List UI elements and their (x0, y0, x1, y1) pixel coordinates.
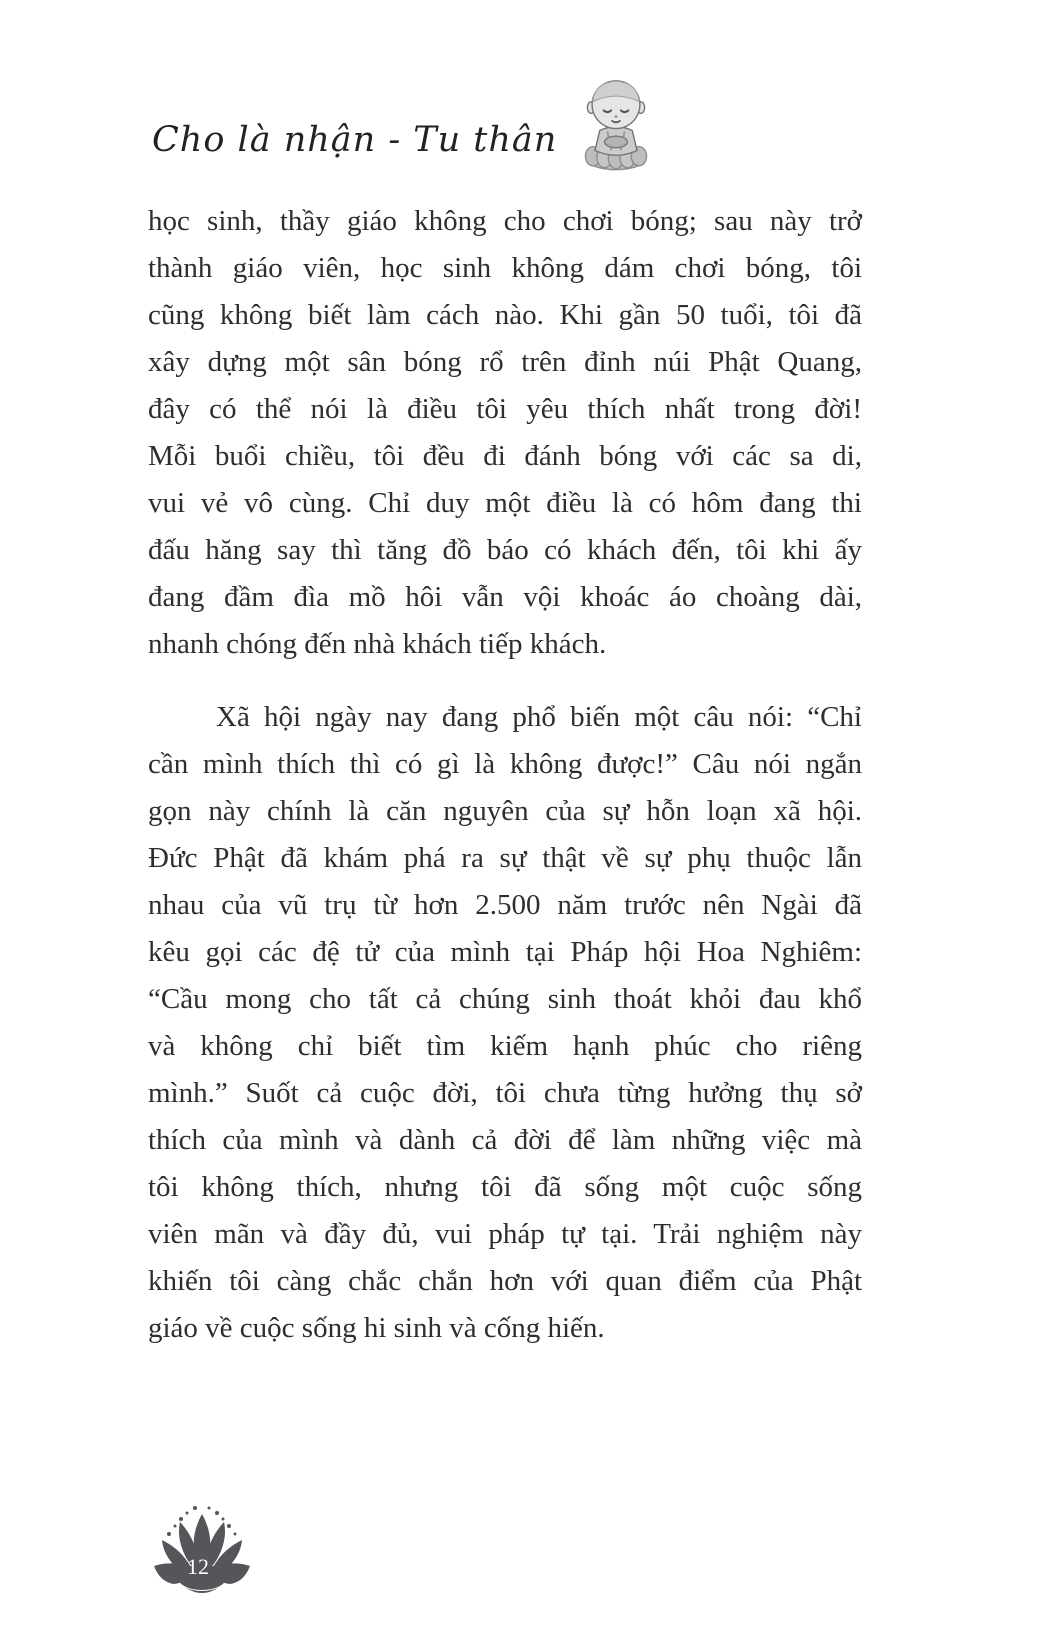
text-line: đây có thể nói là điều tôi yêu thích nhất trong đời! (148, 393, 862, 425)
text-line: học sinh, thầy giáo không cho chơi bóng; sau này trở (148, 205, 862, 237)
text-line: thích của mình và dành cả đời để làm những việc mà (148, 1124, 862, 1156)
text-line: đang đầm đìa mồ hôi vẫn vội khoác áo choàng dài, (148, 581, 862, 613)
text-line: “Cầu mong cho tất cả chúng sinh thoát khỏi đau khổ (148, 983, 862, 1015)
body-text (148, 198, 862, 1352)
page-header (152, 76, 892, 168)
text-line: gọn này chính là căn nguyên của sự hỗn loạn xã hội. (148, 795, 862, 827)
text-line: cũng không biết làm cách nào. Khi gần 50 tuổi, tôi đã (148, 299, 862, 331)
text-line: nhau của vũ trụ từ hơn 2.500 năm trước nên Ngài đã (148, 889, 862, 921)
text-line: xây dựng một sân bóng rổ trên đỉnh núi Phật Quang, (148, 346, 862, 378)
running-head-title: Cho là nhận - Tu thân (152, 120, 558, 160)
text-line: Xã hội ngày nay đang phổ biến một câu nói: “Chỉ (216, 701, 862, 733)
paragraph-1 (148, 198, 862, 668)
page-number: 12 (187, 1554, 209, 1579)
monk-icon (573, 76, 659, 168)
text-line: Mỗi buổi chiều, tôi đều đi đánh bóng với các sa di, (148, 440, 862, 472)
text-line: khiến tôi càng chắc chắn hơn với quan điểm của Phật (148, 1265, 862, 1297)
text-line: Đức Phật đã khám phá ra sự thật về sự phụ thuộc lẫn (148, 842, 862, 874)
text-line: nhanh chóng đến nhà khách tiếp khách. (148, 628, 607, 660)
text-line: kêu gọi các đệ tử của mình tại Pháp hội Hoa Nghiêm: (148, 936, 862, 968)
text-line: đấu hăng say thì tăng đồ báo có khách đến, tôi khi ấy (148, 534, 862, 566)
lotus-icon (152, 1504, 252, 1600)
paragraph-2 (148, 694, 862, 1352)
text-line: thành giáo viên, học sinh không dám chơi bóng, tôi (148, 252, 862, 284)
page-footer (152, 1504, 252, 1600)
text-line: mình.” Suốt cả cuộc đời, tôi chưa từng hưởng thụ sở (148, 1077, 862, 1109)
text-line: tôi không thích, nhưng tôi đã sống một cuộc sống (148, 1171, 862, 1203)
text-line: và không chỉ biết tìm kiếm hạnh phúc cho riêng (148, 1030, 862, 1062)
text-line: giáo về cuộc sống hi sinh và cống hiến. (148, 1312, 605, 1344)
text-line: cần mình thích thì có gì là không được!” Câu nói ngắn (148, 748, 862, 780)
text-line: vui vẻ vô cùng. Chỉ duy một điều là có hôm đang thi (148, 487, 862, 519)
text-line: viên mãn và đầy đủ, vui pháp tự tại. Trải nghiệm này (148, 1218, 862, 1250)
